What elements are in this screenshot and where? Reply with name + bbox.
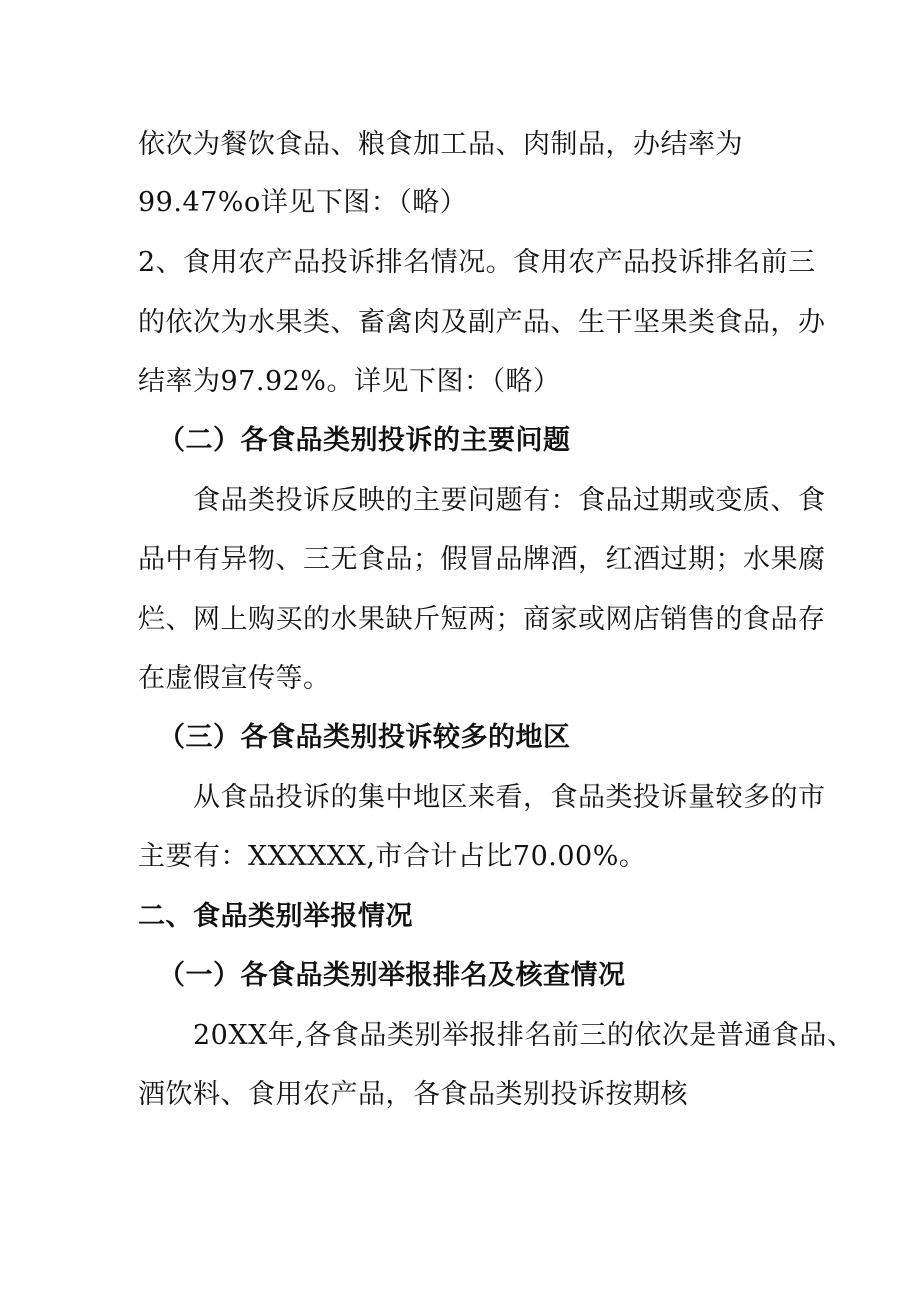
paragraph-line: 酒饮料、食用农产品，各食品类别投诉按期核 bbox=[138, 1079, 688, 1110]
paragraph-line: 在虚假宣传等。 bbox=[138, 663, 331, 694]
paragraph-line: 品中有异物、三无食品；假冒品牌酒，红酒过期；水果腐 bbox=[138, 544, 826, 575]
paragraph-line: 99.47%o详见下图：（略） bbox=[138, 187, 468, 218]
paragraph-line: 从食品投诉的集中地区来看，食品类投诉量较多的市 bbox=[193, 782, 826, 813]
paragraph-line: 主要有：XXXXXX,市合计占比70.00%。 bbox=[138, 841, 647, 872]
paragraph-line: 20XX年,各食品类别举报排名前三的依次是普通食品、 bbox=[193, 1020, 855, 1051]
paragraph-line: 烂、网上购买的水果缺斤短两；商家或网店销售的食品存 bbox=[138, 604, 826, 635]
paragraph-line: 结率为97.92%。详见下图：（略） bbox=[138, 366, 561, 397]
paragraph-line: 食品类投诉反映的主要问题有：食品过期或变质、食 bbox=[193, 485, 826, 516]
paragraph-line: 的依次为水果类、畜禽肉及副产品、生干坚果类食品，办 bbox=[138, 307, 826, 338]
paragraph-line: 2、食用农产品投诉排名情况。食用农产品投诉排名前三 bbox=[138, 247, 816, 278]
section-heading: （二）各食品类别投诉的主要问题 bbox=[158, 425, 571, 456]
paragraph-line: 依次为餐饮食品、粮食加工品、肉制品，办结率为 bbox=[138, 129, 743, 160]
section-heading: （三）各食品类别投诉较多的地区 bbox=[158, 722, 571, 753]
chapter-heading: 二、食品类别举报情况 bbox=[138, 901, 413, 932]
section-heading: （一）各食品类别举报排名及核查情况 bbox=[158, 960, 626, 991]
